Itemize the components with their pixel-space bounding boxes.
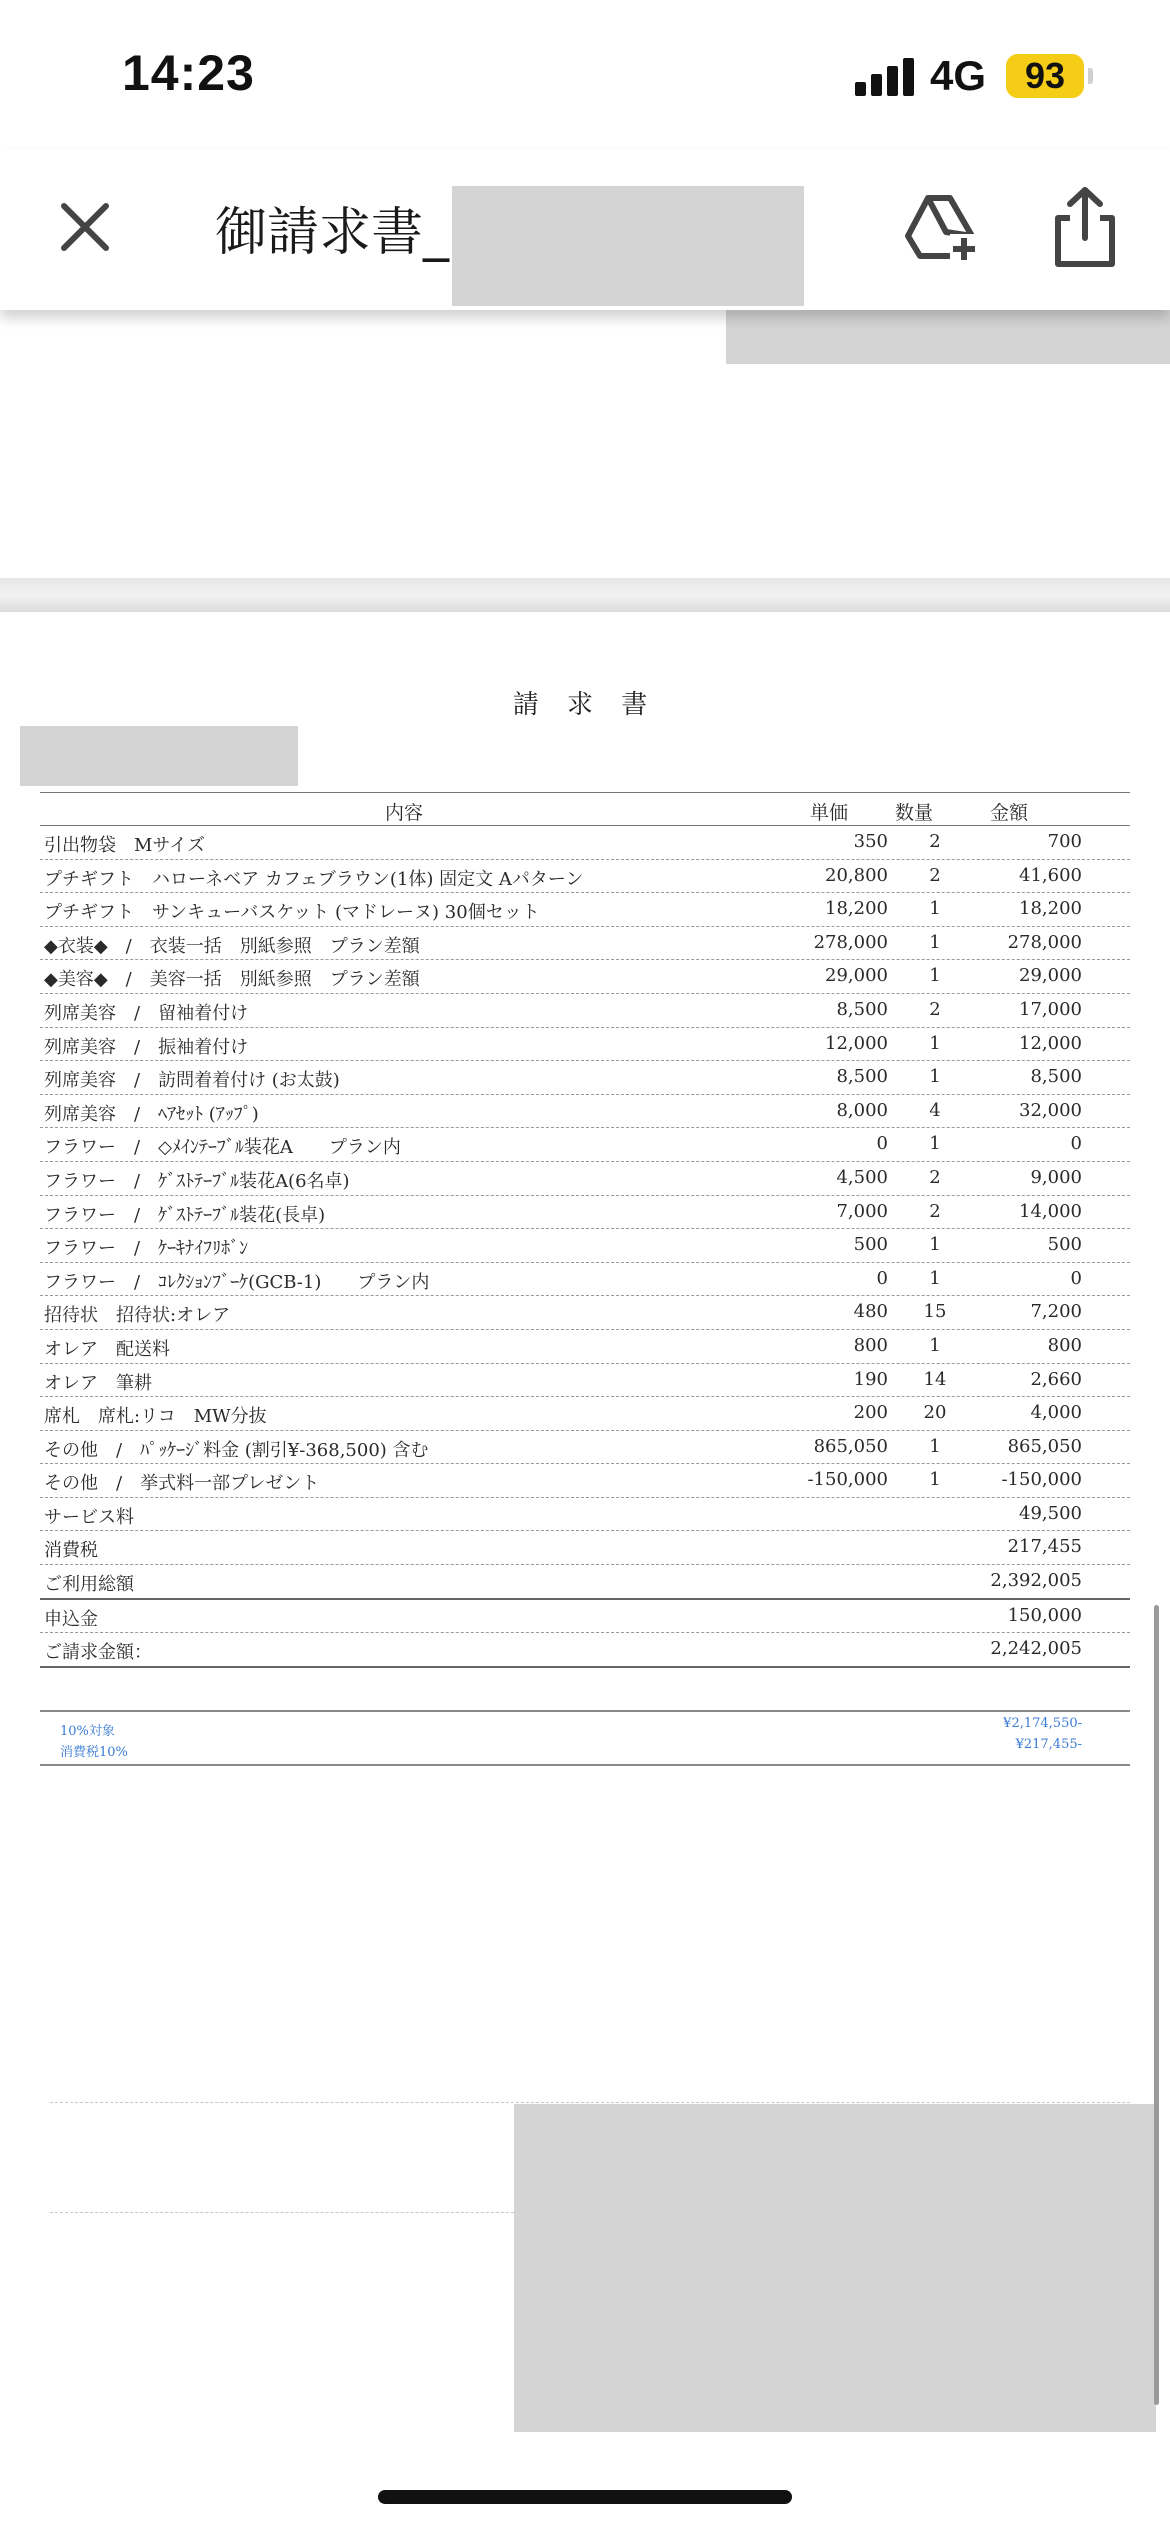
tax-breakdown [40, 1710, 1130, 1766]
cell-amount: 700 [1047, 831, 1082, 852]
cell-qty: 1 [929, 1435, 941, 1457]
cell-amount: 32,000 [1019, 1099, 1082, 1121]
cell-desc: フラワー / ｺﾚｸｼｮﾝﾌﾞｰｹ(GCB-1) プラン内 [44, 1271, 430, 1293]
cell-desc: その他 / 挙式料一部プレゼント [44, 1473, 320, 1495]
summary-label: サービス料 [44, 1506, 134, 1528]
cell-unit: 8,000 [836, 1099, 888, 1121]
table-row [40, 1464, 1130, 1498]
cell-desc: ◆衣装◆ / 衣装一括 別紙参照 プラン差額 [44, 935, 420, 957]
cell-qty: 14 [923, 1368, 947, 1390]
cell-amount: 2,660 [1030, 1368, 1082, 1390]
cell-unit: 480 [853, 1301, 888, 1323]
cell-qty: 1 [929, 898, 941, 920]
cell-unit: 0 [876, 1133, 888, 1155]
summary-row [40, 1565, 1130, 1600]
table-row [40, 1229, 1130, 1263]
table-row [40, 927, 1130, 961]
cell-amount: 7,200 [1030, 1301, 1082, 1323]
document-toolbar [0, 150, 1170, 310]
tax-rate-amount: ¥217,455- [1015, 1736, 1082, 1752]
document-title: 御請求書_ [215, 203, 450, 263]
cell-unit: 190 [853, 1368, 888, 1390]
table-row [40, 860, 1130, 894]
cell-amount: -150,000 [1001, 1469, 1082, 1491]
cell-unit: 18,200 [825, 898, 888, 920]
page-separator [0, 578, 1170, 612]
table-row [40, 1061, 1130, 1095]
table-row [40, 1296, 1130, 1330]
cell-qty: 1 [929, 1032, 941, 1054]
cell-qty: 1 [929, 1469, 941, 1491]
tax-target-label: 10%対象 [60, 1723, 115, 1739]
cell-amount: 14,000 [1019, 1200, 1082, 1222]
cell-desc: 招待状 招待状:オレア [44, 1305, 231, 1327]
summary-row [40, 1498, 1130, 1532]
cellular-signal-icon [855, 58, 917, 96]
table-row [40, 1095, 1130, 1129]
cell-desc: 列席美容 / ﾍｱｾｯﾄ (ｱｯﾌﾟ) [44, 1103, 259, 1125]
summary-row [40, 1531, 1130, 1565]
table-row [40, 1263, 1130, 1297]
cell-qty: 1 [929, 965, 941, 987]
cell-qty: 1 [929, 1334, 941, 1356]
summary-amount: 150,000 [1007, 1604, 1082, 1626]
cell-qty: 2 [929, 998, 941, 1020]
summary-label: ご利用総額 [44, 1574, 134, 1596]
add-to-drive-icon [900, 188, 980, 268]
redacted-area [514, 2104, 1156, 2432]
cell-qty: 1 [929, 1133, 941, 1155]
cell-qty: 1 [929, 931, 941, 953]
invoice-table [40, 792, 1130, 1766]
summary-label: 申込金 [44, 1608, 98, 1630]
cell-desc: 列席美容 / 訪問着着付け (お太鼓) [44, 1070, 340, 1092]
cell-qty: 1 [929, 1234, 941, 1256]
table-row [40, 1028, 1130, 1062]
cell-desc: フラワー / ◇ﾒｲﾝﾃｰﾌﾞﾙ装花A プラン内 [44, 1137, 401, 1159]
cell-unit: -150,000 [807, 1469, 888, 1491]
cell-qty: 1 [929, 1066, 941, 1088]
table-row [40, 1364, 1130, 1398]
scrollbar[interactable] [1154, 1605, 1159, 2405]
summary-amount: 49,500 [1019, 1502, 1082, 1524]
summary-amount: 2,392,005 [990, 1570, 1082, 1592]
cell-amount: 4,000 [1030, 1402, 1082, 1424]
close-icon [50, 192, 120, 262]
cell-desc: フラワー / ｹﾞｽﾄﾃｰﾌﾞﾙ装花A(6名卓) [44, 1170, 350, 1192]
cell-desc: 席札 席札:リコ MW分抜 [44, 1406, 267, 1428]
cell-amount: 18,200 [1019, 898, 1082, 920]
col-header-desc: 内容 [385, 802, 424, 824]
cell-unit: 20,800 [825, 864, 888, 886]
cell-amount: 8,500 [1030, 1066, 1082, 1088]
status-time: 14:23 [122, 45, 255, 101]
cell-unit: 29,000 [825, 965, 888, 987]
col-header-qty: 数量 [895, 802, 934, 824]
battery-level: 93 [1006, 54, 1084, 98]
cell-qty: 1 [929, 1267, 941, 1289]
cell-qty: 2 [929, 1166, 941, 1188]
tax-rate-label: 消費税10% [60, 1744, 128, 1760]
cell-amount: 0 [1070, 1267, 1082, 1289]
summary-amount: 217,455 [1007, 1536, 1082, 1558]
table-row [40, 1330, 1130, 1364]
col-header-amount: 金額 [990, 802, 1029, 824]
cell-desc: フラワー / ｹﾞｽﾄﾃｰﾌﾞﾙ装花(長卓) [44, 1204, 326, 1226]
cell-unit: 8,500 [836, 998, 888, 1020]
cell-amount: 278,000 [1007, 931, 1082, 953]
network-type: 4G [930, 52, 987, 99]
cell-amount: 29,000 [1019, 965, 1082, 987]
cell-unit: 200 [853, 1402, 888, 1424]
cell-desc: 引出物袋 Mサイズ [44, 835, 205, 856]
cell-desc: プチギフト サンキューバスケット (マドレーヌ) 30個セット [44, 902, 540, 924]
table-header [40, 792, 1130, 826]
cell-amount: 865,050 [1007, 1435, 1082, 1457]
cell-amount: 500 [1047, 1234, 1082, 1256]
summary-label: ご請求金額： [44, 1642, 152, 1664]
cell-unit: 278,000 [813, 931, 888, 953]
cell-qty: 4 [929, 1099, 941, 1121]
summary-row [40, 1633, 1130, 1668]
cell-desc: フラワー / ｹｰｷﾅｲﾌﾘﾎﾞﾝ [44, 1238, 249, 1260]
cell-unit: 4,500 [836, 1166, 888, 1188]
cell-amount: 800 [1047, 1334, 1082, 1356]
home-indicator[interactable] [378, 2490, 792, 2504]
cell-unit: 7,000 [836, 1200, 888, 1222]
cell-unit: 8,500 [836, 1066, 888, 1088]
divider [50, 2102, 1130, 2103]
table-row [40, 1196, 1130, 1230]
cell-desc: その他 / ﾊﾟｯｹｰｼﾞ料金 (割引¥-368,500) 含む [44, 1439, 429, 1461]
table-row [40, 994, 1130, 1028]
summary-amount: 2,242,005 [990, 1638, 1082, 1660]
summary-row [40, 1600, 1130, 1634]
table-row [40, 826, 1130, 860]
cell-qty: 20 [923, 1402, 947, 1424]
cell-desc: ◆美容◆ / 美容一括 別紙参照 プラン差額 [44, 969, 420, 991]
redacted-area [20, 726, 298, 786]
table-body [40, 826, 1130, 1498]
table-row [40, 1128, 1130, 1162]
close-button[interactable] [50, 192, 120, 262]
cell-unit: 800 [853, 1334, 888, 1356]
col-header-unit: 単価 [810, 802, 849, 824]
cell-unit: 350 [853, 831, 888, 852]
cell-unit: 500 [853, 1234, 888, 1256]
cell-amount: 0 [1070, 1133, 1082, 1155]
table-row [40, 1162, 1130, 1196]
redacted-area [452, 186, 804, 306]
share-button[interactable] [1050, 184, 1120, 270]
cell-desc: 列席美容 / 振袖着付け [44, 1036, 249, 1058]
table-row [40, 1397, 1130, 1431]
cell-amount: 12,000 [1019, 1032, 1082, 1054]
document-page [0, 612, 1170, 2492]
cell-amount: 17,000 [1019, 998, 1082, 1020]
cell-unit: 865,050 [813, 1435, 888, 1457]
share-icon [1050, 184, 1120, 270]
summary-label: 消費税 [44, 1540, 98, 1562]
invoice-heading: 請 求 書 [512, 690, 658, 720]
cell-qty: 2 [929, 864, 941, 886]
tax-target-amount: ¥2,174,550- [1003, 1715, 1082, 1731]
status-bar [0, 0, 1170, 150]
cell-desc: オレア 配送料 [44, 1338, 170, 1360]
cell-amount: 41,600 [1019, 864, 1082, 886]
table-row [40, 1431, 1130, 1465]
table-row [40, 893, 1130, 927]
battery-icon [1088, 68, 1093, 84]
add-to-drive-button[interactable] [900, 188, 980, 268]
summary-section [40, 1498, 1130, 1668]
cell-amount: 9,000 [1030, 1166, 1082, 1188]
cell-desc: プチギフト ハローネベア カフェブラウン(1体) 固定文 Aパターン [44, 868, 584, 890]
cell-desc: 列席美容 / 留袖着付け [44, 1002, 249, 1024]
cell-unit: 0 [876, 1267, 888, 1289]
cell-unit: 12,000 [825, 1032, 888, 1054]
cell-qty: 2 [929, 831, 941, 852]
table-row [40, 960, 1130, 994]
cell-qty: 15 [923, 1301, 947, 1323]
cell-qty: 2 [929, 1200, 941, 1222]
cell-desc: オレア 筆耕 [44, 1372, 152, 1394]
